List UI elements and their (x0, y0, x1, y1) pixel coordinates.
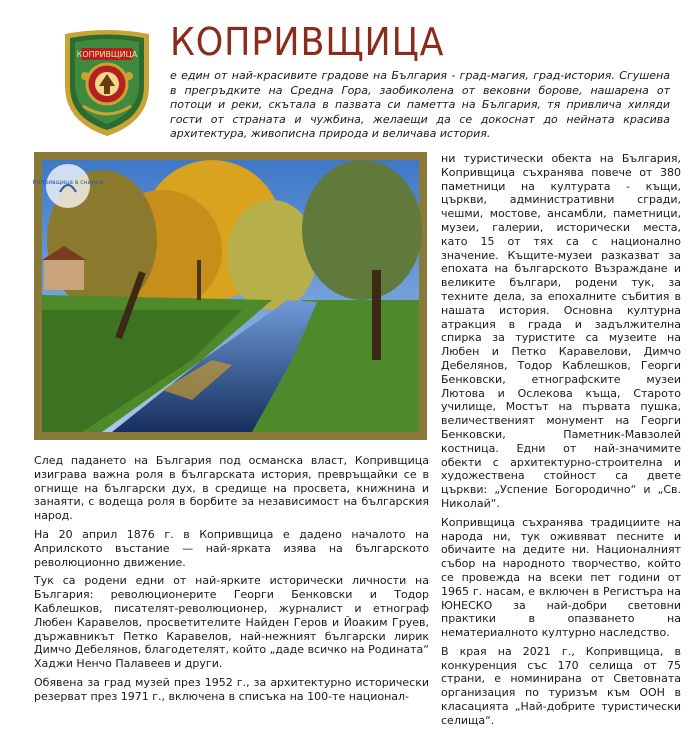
body-paragraph: Копривщица съхранява традициите на народа ни, тук оживяват песните и обичаите на дедите ни. Националният събор на народното творчество, който се провежда на всеки пет години от 1965 г. насам, е включен в Регистъра на ЮНЕСКО за най-добри световни практики в опазването на нематериалното културно наследство. (441, 515, 681, 640)
left-text-column (34, 454, 429, 709)
body-paragraph: Обявена за град музей през 1952 г., за архитектурно исторически резерват през 1971 г., включена в списъка на 100-те национал- (34, 675, 429, 703)
photo-stamp: Копривщица в снимки (32, 179, 104, 186)
page-title: КОПРИВЩИЦА (170, 20, 445, 64)
body-paragraph: ни туристически обекта на България, Копривщица съхранява повече от 380 паметници на културата - къщи, църкви, административни сгради, чешми, мостове, ансамбли, паметници, музеи, галерии, исторически места, като 15 от тях са с национално значение. Къщите-музеи разказват за епохата на българското Възраждане и великите българи, родени тук, за техните дела, за епохалните събития в нашата история. Основна културна атракция в града и задължителна спирка за туристите са музеите на Любен и Петко Каравелови, Димчо Дебелянов, Тодор Каблешков, Георги Бенковски, етнографските музеи Лютова и Ослекова къща, Старото училище, Мостът на първата пушка, величественият монумент на Георги Бенковски, Паметник-Мавзолей костница. Едни от най-значимите обекти с архитектурно-строителна и художествена стойност са двете църкви: „Успение Богородично“ и „Св. Николай“. (441, 152, 681, 510)
body-paragraph: След падането на България под османска власт, Копривщица изиграва важна роля в българската история, превръщайки се в огнище на български дух, в средище на просвета, книжнина и занаяти, с водеща роля в борбите за независимост на българския народ. (34, 454, 429, 523)
body-paragraph: Тук са родени едни от най-ярките исторически личности на България: революционерите Георги Бенковски и Тодор Каблешков, писателят-революционер, журналист и етнограф Любен Каравелов, просветителите Найден Геров и Йоаким Груев, държавникът Петко Каравелов, най-нежният български лирик Димчо Дебелянов, благодетелят, който „даде всичко на Родината“ Хаджи Ненчо Палавеев и други. (34, 574, 429, 671)
town-coat-of-arms-icon (59, 26, 155, 138)
svg-text:КОПРИВЩИЦА: КОПРИВЩИЦА (76, 50, 138, 59)
river-autumn-photo (34, 152, 427, 440)
lead-paragraph: е един от най-красивите градове на България - град-магия, град-история. Сгушена в прегръдките на Средна Гора, заобиколена от вековни борове, нашарена от потоци и реки, скътала в пазвата си паметта на България, тя привлича хиляди гости от страната и чужбина, желаещи да се докоснат до нейната красива архитектура, живописна природа и величава история. (170, 69, 670, 140)
body-paragraph: На 20 април 1876 г. в Копривщица е дадено началото на Априлското въстание — най-ярката изява на българското революционно движение. (34, 527, 429, 569)
body-paragraph: В края на 2021 г., Копривщица, в конкуренция със 170 селища от 75 страни, е номинирана от Световната организация по туризъм към ООН в класацията „Най-добрите туристически селища“. (441, 644, 681, 727)
right-text-column (441, 152, 681, 733)
